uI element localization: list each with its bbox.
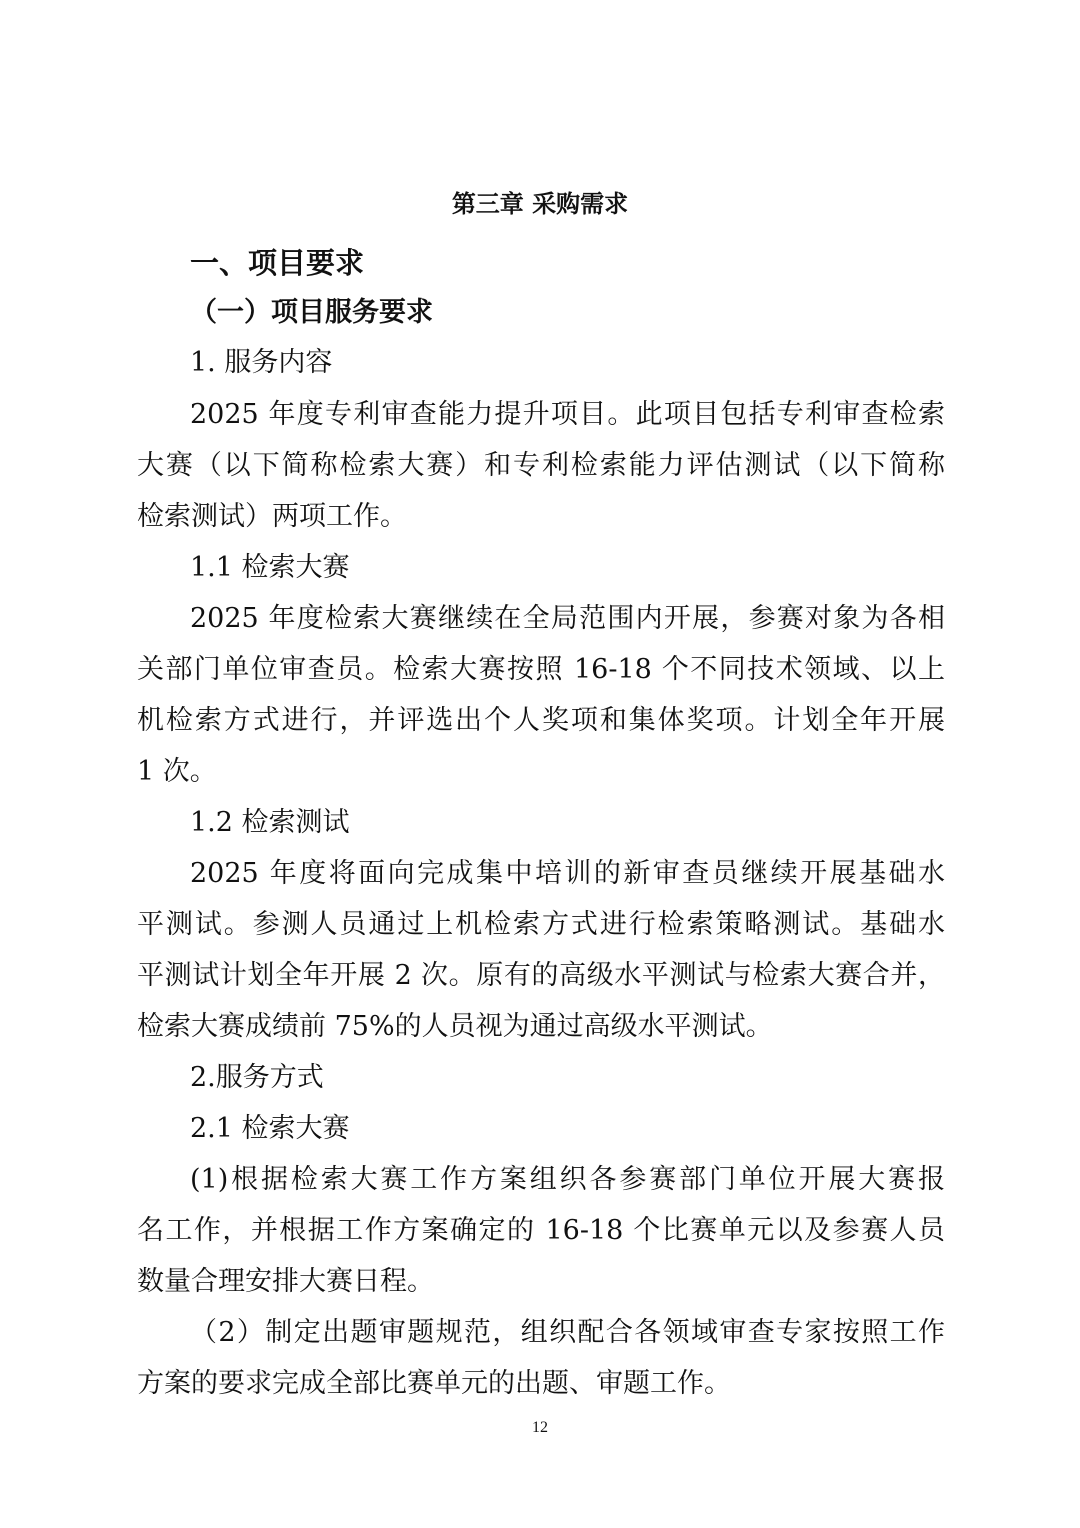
paragraph-line: 平测试计划全年开展 2 次。原有的高级水平测试与检索大赛合并， bbox=[137, 960, 945, 991]
item-heading-search-test: 1.2 检索测试 bbox=[190, 807, 350, 838]
paragraph-line: 关部门单位审查员。检索大赛按照 16-18 个不同技术领域、以上 bbox=[137, 654, 945, 685]
paragraph-line: 1 次。 bbox=[137, 756, 217, 787]
paragraph-line: 大赛（以下简称检索大赛）和专利检索能力评估测试（以下简称 bbox=[137, 450, 945, 481]
paragraph-line: （2）制定出题审题规范，组织配合各领域审查专家按照工作 bbox=[190, 1317, 945, 1348]
paragraph-line: 2025 年度检索大赛继续在全局范围内开展，参赛对象为各相 bbox=[190, 603, 945, 634]
paragraph-line: 机检索方式进行，并评选出个人奖项和集体奖项。计划全年开展 bbox=[137, 705, 945, 736]
item-heading-search-contest-method: 2.1 检索大赛 bbox=[190, 1113, 350, 1144]
chapter-title: 第三章 采购需求 bbox=[451, 189, 629, 218]
paragraph-line: 2025 年度将面向完成集中培训的新审查员继续开展基础水 bbox=[190, 858, 945, 889]
item-heading-search-contest: 1.1 检索大赛 bbox=[190, 552, 350, 583]
item-heading-service-content: 1. 服务内容 bbox=[190, 347, 333, 378]
section-heading: 一、项目要求 bbox=[190, 246, 365, 280]
paragraph-line: 2025 年度专利审查能力提升项目。此项目包括专利审查检索 bbox=[190, 399, 945, 430]
paragraph-line: 方案的要求完成全部比赛单元的出题、审题工作。 bbox=[137, 1368, 731, 1399]
paragraph-line: 检索大赛成绩前 75%的人员视为通过高级水平测试。 bbox=[137, 1011, 773, 1042]
page-number: 12 bbox=[532, 1419, 548, 1436]
paragraph-line: 平测试。参测人员通过上机检索方式进行检索策略测试。基础水 bbox=[137, 909, 945, 940]
paragraph-line: 名工作，并根据工作方案确定的 16-18 个比赛单元以及参赛人员 bbox=[137, 1215, 945, 1246]
paragraph-line: 数量合理安排大赛日程。 bbox=[137, 1266, 434, 1297]
paragraph-line: 检索测试）两项工作。 bbox=[137, 501, 407, 532]
subsection-heading: （一）项目服务要求 bbox=[190, 297, 433, 328]
item-heading-service-method: 2.服务方式 bbox=[190, 1062, 324, 1093]
paragraph-line: (1)根据检索大赛工作方案组织各参赛部门单位开展大赛报 bbox=[190, 1164, 945, 1195]
